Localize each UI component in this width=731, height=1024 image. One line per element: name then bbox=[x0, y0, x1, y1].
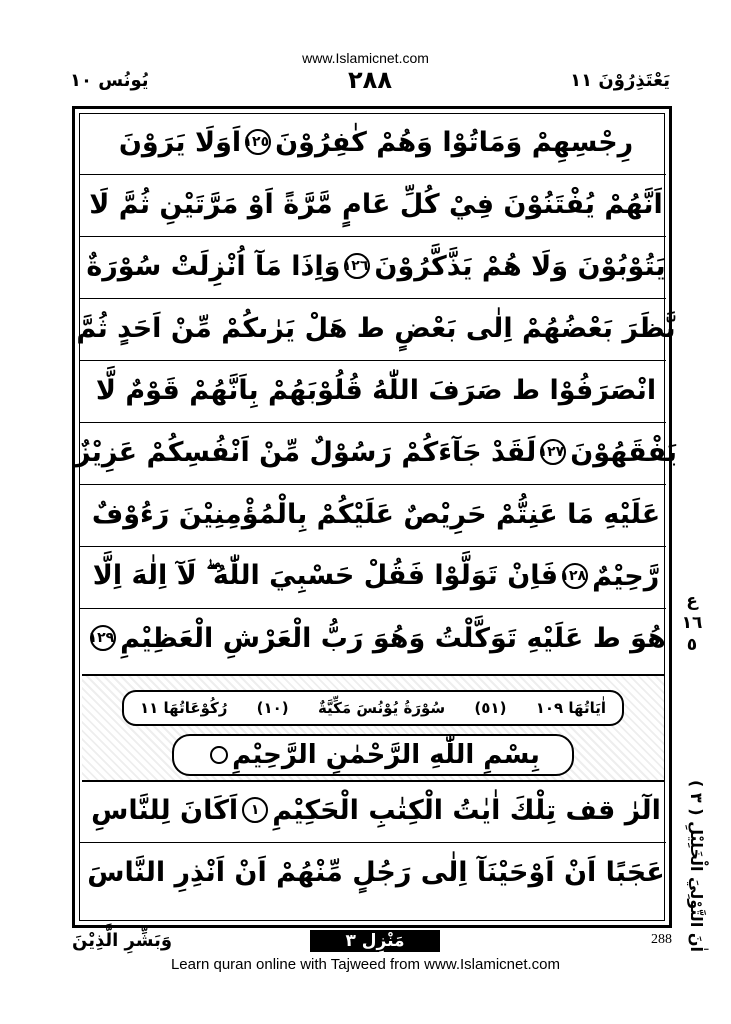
text-line: يَتُوْبُوْنَ وَلَا هُمْ يَذَّكَّرُوْنَ ١٢٦ وَاِذَا مَآ اُنْزِلَتْ سُوْرَةٌ bbox=[86, 250, 666, 282]
text-line: يَفْقَهُوْنَ ١٢٧ لَقَدْ جَآءَكُمْ رَسُوْلٌ مِّنْ اَنْفُسِكُمْ عَزِيْزٌ bbox=[74, 436, 678, 468]
ruku-marker: ع ١٦ ٥ bbox=[681, 591, 703, 655]
text-line: انْصَرَفُوْا ط صَرَفَ اللّٰهُ قُلُوْبَهُمْ بِاَنَّهُمْ قَوْمٌ لَّا bbox=[95, 374, 657, 406]
surah-number: (١٠) bbox=[256, 699, 289, 717]
text-area bbox=[74, 113, 678, 921]
surah-title: سُوْرَةُ يُوْنُسَ مَكِّيَّةٌ bbox=[317, 699, 446, 717]
bottom-promo-text: Learn quran online with Tajweed from www.Islamicnet.com bbox=[170, 956, 561, 973]
surah-header-ornament bbox=[82, 674, 664, 782]
line-divider bbox=[80, 422, 666, 423]
line-divider bbox=[80, 360, 666, 361]
juz-name: يَعْتَذِرُوْنَ ١١ bbox=[570, 70, 670, 91]
ayah-end-marker: ١٢٨ bbox=[562, 563, 588, 589]
ayah-end-marker: ١٢٩ bbox=[90, 625, 116, 651]
site-url: www.Islamicnet.com bbox=[302, 50, 429, 66]
ayah-end-marker bbox=[210, 746, 228, 764]
page-number: 288 bbox=[651, 932, 672, 947]
bismillah-band bbox=[172, 734, 574, 776]
ayah-end-marker: ١٢٥ bbox=[245, 129, 271, 155]
ruku-count: رُكُوْعَاتُهَا ١١ bbox=[140, 699, 228, 717]
line-divider bbox=[80, 842, 666, 843]
line-divider bbox=[80, 298, 666, 299]
line-divider bbox=[80, 546, 666, 547]
text-line: نَّظَرَ بَعْضُهُمْ اِلٰى بَعْضٍ ط هَلْ يَرٰىكُمْ مِّنْ اَحَدٍ ثُمَّ bbox=[76, 312, 676, 344]
ayah-end-marker: ١ bbox=[242, 797, 268, 823]
text-line: عَلَيْهِ مَا عَنِتُّمْ حَرِيْصٌ عَلَيْكُمْ بِالْمُؤْمِنِيْنَ رَءُوْفٌ bbox=[91, 498, 661, 530]
ayat-count: اٰيَاتُهَا ١٠٩ bbox=[535, 699, 606, 717]
page-number-arabic: ٢٨٨ bbox=[348, 66, 392, 94]
text-line: هُوَ ط عَلَيْهِ تَوَكَّلْتُ وَهُوَ رَبُّ الْعَرْشِ الْعَظِيْمِ ١٢٩ bbox=[88, 622, 666, 654]
page-header bbox=[70, 66, 670, 100]
text-line: رَّحِيْمٌ ١٢٨ فَاِنْ تَوَلَّوْا فَقُلْ حَسْبِيَ اللّٰهُ ۖ لَآ اِلٰهَ اِلَّا bbox=[92, 560, 660, 592]
surah-name: يُونُس ١٠ bbox=[70, 70, 149, 91]
next-page-word: وَبَشِّرِ الَّذِيْنَ bbox=[72, 930, 173, 951]
text-line: الٓرٰ قف تِلْكَ اٰيٰتُ الْكِتٰبِ الْحَكِيْمِ ١ اَكَانَ لِلنَّاسِ bbox=[91, 794, 661, 826]
revelation-order: (٥١) bbox=[474, 699, 507, 717]
line-divider bbox=[80, 236, 666, 237]
ayah-end-marker: ١٢٧ bbox=[540, 439, 566, 465]
page-footer bbox=[72, 930, 672, 956]
bismillah: بِسْمِ اللّٰهِ الرَّحْمٰنِ الرَّحِيْمِ bbox=[232, 740, 540, 770]
manzil-margin-note: اٰنَ التَّوْلِيَ الْخَلِيْلِ ( ٣ ) bbox=[687, 780, 706, 953]
ayah-end-marker: ١٢٦ bbox=[344, 253, 370, 279]
text-line: اَنَّهُمْ يُفْتَنُوْنَ فِيْ كُلِّ عَامٍ مَّرَّةً اَوْ مَرَّتَيْنِ ثُمَّ لَا bbox=[89, 188, 663, 220]
line-divider bbox=[80, 484, 666, 485]
surah-title-band bbox=[122, 690, 624, 726]
text-line: رِجْسِهِمْ وَمَاتُوْا وَهُمْ كٰفِرُوْنَ ١٢٥ اَوَلَا يَرَوْنَ bbox=[118, 126, 634, 158]
line-divider bbox=[80, 174, 666, 175]
manzil-label: مَنْزِل ٣ bbox=[310, 930, 440, 952]
line-divider bbox=[80, 608, 666, 609]
page-frame bbox=[72, 106, 678, 928]
text-line: عَجَبًا اَنْ اَوْحَيْنَآ اِلٰى رَجُلٍ مِّنْهُمْ اَنْ اَنْذِرِ النَّاسَ bbox=[87, 856, 665, 888]
